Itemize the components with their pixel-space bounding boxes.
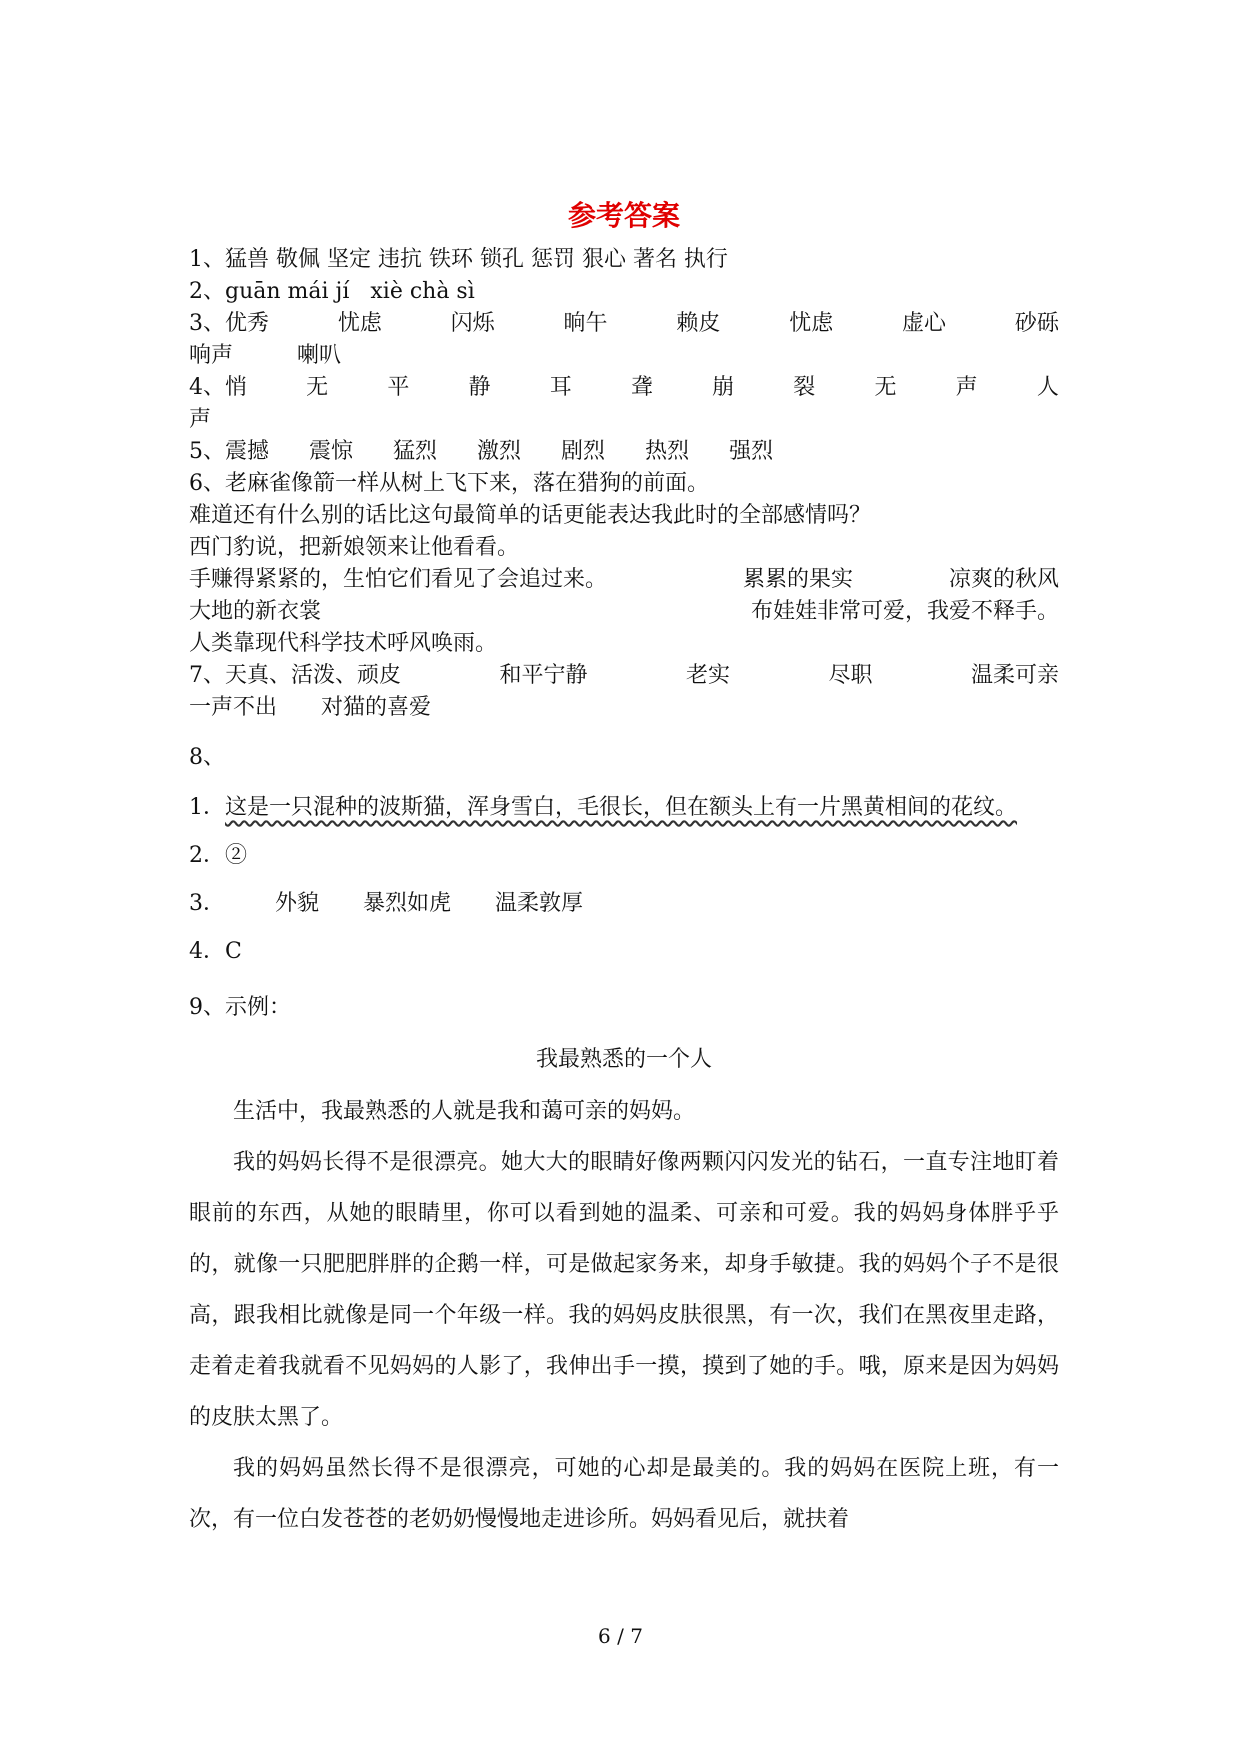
answer-3-word: 虚心 [902, 311, 947, 336]
essay-paragraph: 生活中，我最熟悉的人就是我和蔼可亲的妈妈。 [233, 1099, 696, 1124]
answer-8-sub4: 4．C [189, 939, 242, 964]
answer-3-word: 响声 [189, 343, 234, 368]
answer-4-char: 无 [874, 375, 897, 400]
answer-6-line6: 人类靠现代科学技术呼风唤雨。 [189, 631, 498, 656]
answer-6-line1: 6、老麻雀像箭一样从树上飞下来，落在猎狗的前面。 [189, 471, 709, 496]
answer-4-char: 静 [468, 375, 491, 400]
document-body [189, 196, 1059, 1545]
answer-7-word: 尽职 [828, 663, 873, 688]
answer-4-char: 人 [1036, 375, 1059, 400]
answer-8-label: 8、 [189, 745, 225, 770]
answer-8-sub1 [189, 784, 1059, 832]
answer-5-word: 震惊 [309, 439, 354, 464]
answer-8-sub3-item: 外貌 [275, 891, 320, 916]
answer-5 [189, 436, 1059, 468]
answer-4-char: 声 [955, 375, 978, 400]
answer-4-row2: 声 [189, 407, 212, 432]
answer-8-sub1-text: 这是一只混种的波斯猫，浑身雪白，毛很长，但在额头上有一片黑黄相间的花纹。 [225, 795, 1018, 820]
answer-3-row2 [189, 340, 1059, 372]
answer-7-word: 温柔可亲 [970, 663, 1059, 688]
answer-5-word: 热烈 [645, 439, 690, 464]
answer-2: 2、guān mái jí xiè chà sì [189, 279, 475, 304]
answer-5-word: 剧烈 [561, 439, 606, 464]
answer-7-row2 [189, 692, 1059, 724]
answer-8-sub3-item: 温柔敦厚 [495, 891, 584, 916]
answer-6-line2: 难道还有什么别的话比这句最简单的话更能表达我此时的全部感情吗？ [189, 503, 872, 528]
answer-8-sub2: 2．② [189, 843, 247, 868]
answer-3-word: 忧虑 [337, 311, 382, 336]
answer-6-sentence: 布娃娃非常可爱，我爱不释手。 [750, 599, 1059, 624]
answer-6-sentence: 手赚得紧紧的，生怕它们看见了会追过来。 [189, 567, 608, 592]
page-number: 6 / 7 [598, 1624, 643, 1648]
answer-4-char: 崩 [712, 375, 735, 400]
page-title: 参考答案 [567, 199, 680, 232]
answer-4-char: 聋 [630, 375, 653, 400]
answer-6-line4 [189, 564, 1059, 596]
answer-4-char: 耳 [549, 375, 572, 400]
answer-5-word: 激烈 [477, 439, 522, 464]
answer-3-word: 3、优秀 [189, 311, 269, 336]
answer-5-word: 5、震撼 [189, 439, 269, 464]
answer-4-char: 平 [387, 375, 410, 400]
answer-6-phrase: 累累的果实 [742, 567, 853, 592]
answer-4-char: 裂 [793, 375, 816, 400]
answer-8-sub3-item: 暴烈如虎 [363, 891, 452, 916]
answer-7-word: 老实 [685, 663, 730, 688]
answer-7-row1 [189, 660, 1059, 692]
answer-6-line5 [189, 596, 1059, 628]
answer-1: 1、猛兽 敬佩 坚定 违抗 铁环 锁孔 惩罚 狠心 著名 执行 [189, 247, 728, 272]
answer-4-char: 无 [306, 375, 329, 400]
answer-3-word: 砂砾 [1014, 311, 1059, 336]
answer-3-word: 晌午 [563, 311, 608, 336]
essay-title: 我最熟悉的一个人 [535, 1047, 712, 1072]
answer-4-char: 4、悄 [189, 375, 247, 400]
answer-3-word: 赖皮 [676, 311, 721, 336]
answer-3-row1 [189, 308, 1059, 340]
answer-3-word: 闪烁 [450, 311, 495, 336]
answer-6-phrase: 大地的新衣裳 [189, 599, 322, 624]
answer-9-label: 9、示例： [189, 995, 291, 1020]
answer-8-sub1-number: 1． [189, 795, 225, 820]
answer-7-word: 和平宁静 [499, 663, 588, 688]
answer-6-line3: 西门豹说，把新娘领来让他看看。 [189, 535, 520, 560]
answer-6-phrase: 凉爽的秋风 [948, 567, 1059, 592]
essay-paragraph: 我的妈妈虽然长得不是很漂亮，可她的心却是最美的。我的妈妈在医院上班，有一次，有一位白发苍苍的老奶奶慢慢地走进诊所。妈妈看见后，就扶着 [189, 1456, 1059, 1532]
answer-3-word: 忧虑 [789, 311, 834, 336]
answer-3-word: 喇叭 [297, 343, 342, 368]
answer-5-word: 强烈 [729, 439, 774, 464]
answer-7-word: 对猫的喜爱 [321, 695, 432, 720]
answer-4-row1 [189, 372, 1059, 404]
answer-7-word: 7、天真、活泼、顽皮 [189, 663, 401, 688]
answer-7-word: 一声不出 [189, 695, 278, 720]
answer-8-sub3 [189, 880, 1059, 928]
answer-8-sub3-number: 3． [189, 891, 225, 916]
answer-5-word: 猛烈 [393, 439, 438, 464]
essay-paragraph: 我的妈妈长得不是很漂亮。她大大的眼睛好像两颗闪闪发光的钻石，一直专注地盯着眼前的东西，从她的眼睛里，你可以看到她的温柔、可亲和可爱。我的妈妈身体胖乎乎的，就像一只肥肥胖胖的企鹅一样，可是做起家务来，却身手敏捷。我的妈妈个子不是很高，跟我相比就像是同一个年级一样。我的妈妈皮肤很黑，有一次，我们在黑夜里走路，走着走着我就看不见妈妈的人影了，我伸出手一摸，摸到了她的手。哦，原来是因为妈妈的皮肤太黑了。 [189, 1150, 1059, 1430]
